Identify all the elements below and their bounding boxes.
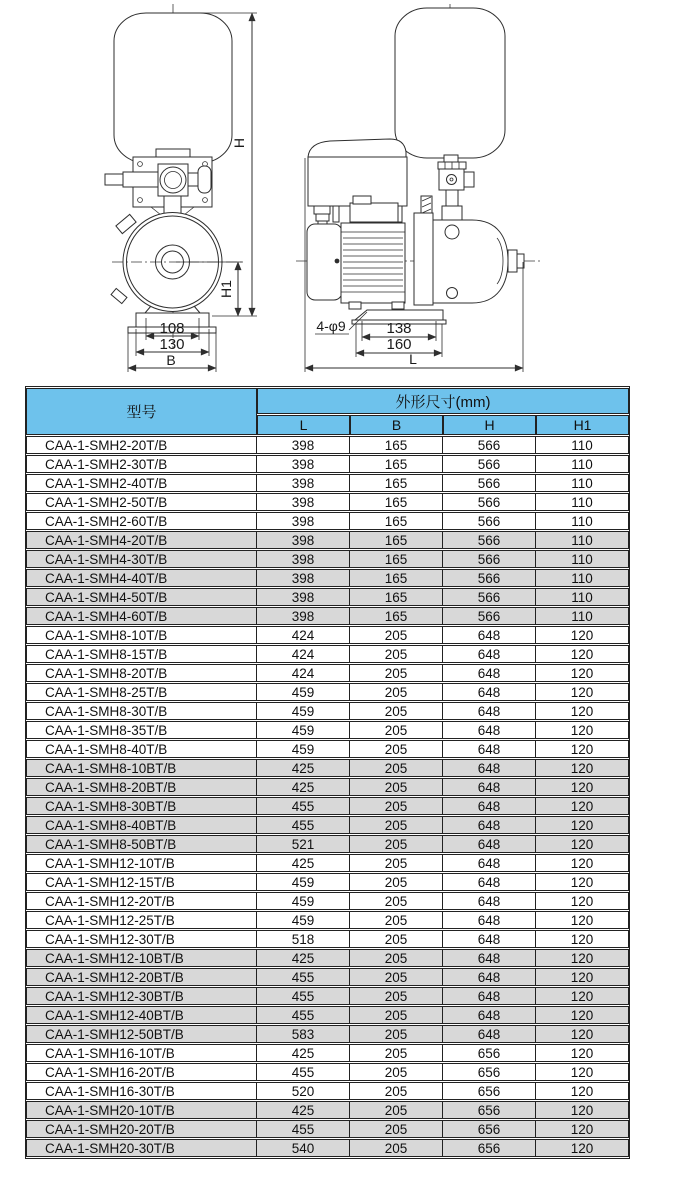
left-pipe-fitting <box>105 174 123 185</box>
dim-cell-H1: 110 <box>536 531 629 549</box>
dim-cell-B: 205 <box>350 968 443 986</box>
dim-cell-H1: 120 <box>536 892 629 910</box>
col-header-B: B <box>350 415 443 435</box>
dim-cell-H: 648 <box>443 1006 536 1024</box>
dim-cell-L: 459 <box>257 683 350 701</box>
model-cell: CAA-1-SMH12-10T/B <box>26 854 257 872</box>
dim-cell-B: 205 <box>350 911 443 929</box>
dim-cell-B: 165 <box>350 512 443 530</box>
model-cell: CAA-1-SMH12-20BT/B <box>26 968 257 986</box>
dim-cell-B: 205 <box>350 759 443 777</box>
dim-cell-H1: 120 <box>536 911 629 929</box>
col-header-L: L <box>257 415 350 435</box>
dim-cell-B: 205 <box>350 1082 443 1100</box>
table-header <box>26 388 629 435</box>
dim-cell-L: 583 <box>257 1025 350 1043</box>
dim-cell-B: 205 <box>350 854 443 872</box>
dim-cell-H: 656 <box>443 1139 536 1157</box>
dim-cell-H: 648 <box>443 873 536 891</box>
control-box-lid <box>308 139 406 157</box>
dim-cell-H1: 120 <box>536 626 629 644</box>
side-view <box>296 4 540 372</box>
dim-cell-H1: 120 <box>536 759 629 777</box>
model-cell: CAA-1-SMH8-10T/B <box>26 626 257 644</box>
dim-cell-H: 648 <box>443 721 536 739</box>
dim-cell-H: 656 <box>443 1044 536 1062</box>
table-row <box>26 569 629 587</box>
dim-cell-H: 566 <box>443 569 536 587</box>
table-row <box>26 1006 629 1024</box>
left-pipe <box>123 172 158 187</box>
table-row <box>26 892 629 910</box>
dim-cell-H1: 120 <box>536 778 629 796</box>
right-pipe <box>188 173 198 186</box>
dim-cell-L: 459 <box>257 740 350 758</box>
dim-cell-H: 648 <box>443 949 536 967</box>
model-cell: CAA-1-SMH2-40T/B <box>26 474 257 492</box>
model-cell: CAA-1-SMH20-20T/B <box>26 1120 257 1138</box>
dim-label-108: 108 <box>159 320 185 337</box>
model-cell: CAA-1-SMH4-20T/B <box>26 531 257 549</box>
dim-cell-L: 398 <box>257 436 350 454</box>
dim-cell-H: 648 <box>443 930 536 948</box>
dim-cell-B: 205 <box>350 683 443 701</box>
model-cell: CAA-1-SMH8-10BT/B <box>26 759 257 777</box>
dim-cell-L: 425 <box>257 1101 350 1119</box>
model-cell: CAA-1-SMH8-30T/B <box>26 702 257 720</box>
dim-cell-B: 205 <box>350 626 443 644</box>
model-cell: CAA-1-SMH8-40T/B <box>26 740 257 758</box>
dim-cell-B: 205 <box>350 1139 443 1157</box>
dim-cell-B: 205 <box>350 664 443 682</box>
dim-cell-H1: 120 <box>536 645 629 663</box>
dim-cell-L: 540 <box>257 1139 350 1157</box>
col-header-H1: H1 <box>536 415 629 435</box>
model-cell: CAA-1-SMH8-30BT/B <box>26 797 257 815</box>
dim-cell-H1: 110 <box>536 474 629 492</box>
dim-cell-H: 648 <box>443 892 536 910</box>
table-row <box>26 1082 629 1100</box>
model-cell: CAA-1-SMH8-50BT/B <box>26 835 257 853</box>
terminal-box <box>350 203 398 222</box>
dim-cell-L: 459 <box>257 911 350 929</box>
dim-cell-L: 398 <box>257 474 350 492</box>
table-row <box>26 816 629 834</box>
dim-cell-H: 566 <box>443 607 536 625</box>
dim-cell-B: 205 <box>350 1025 443 1043</box>
dim-cell-L: 425 <box>257 778 350 796</box>
dim-cell-H1: 120 <box>536 968 629 986</box>
dim-cell-L: 520 <box>257 1082 350 1100</box>
dim-cell-H: 648 <box>443 816 536 834</box>
dim-cell-L: 398 <box>257 531 350 549</box>
dim-cell-B: 205 <box>350 778 443 796</box>
dim-cell-H: 648 <box>443 911 536 929</box>
dim-cell-H1: 120 <box>536 816 629 834</box>
model-cell: CAA-1-SMH12-10BT/B <box>26 949 257 967</box>
dim-cell-B: 205 <box>350 949 443 967</box>
table-row <box>26 930 629 948</box>
dim-cell-H1: 120 <box>536 1006 629 1024</box>
table-row <box>26 949 629 967</box>
dim-cell-H1: 120 <box>536 664 629 682</box>
dim-cell-H1: 120 <box>536 1101 629 1119</box>
model-cell: CAA-1-SMH8-35T/B <box>26 721 257 739</box>
dim-cell-H1: 120 <box>536 721 629 739</box>
dim-cell-B: 205 <box>350 873 443 891</box>
dim-cell-H1: 120 <box>536 873 629 891</box>
model-cell: CAA-1-SMH8-15T/B <box>26 645 257 663</box>
dim-cell-H1: 120 <box>536 683 629 701</box>
dim-cell-H: 566 <box>443 436 536 454</box>
pump-port-bottom <box>447 288 458 299</box>
table-row <box>26 797 629 815</box>
table-row <box>26 1063 629 1081</box>
dim-cell-B: 205 <box>350 797 443 815</box>
pump-body-side <box>433 220 508 303</box>
dim-cell-L: 425 <box>257 1044 350 1062</box>
dim-cell-H1: 110 <box>536 455 629 473</box>
table-row <box>26 759 629 777</box>
dim-cell-L: 459 <box>257 873 350 891</box>
dim-cell-H: 648 <box>443 835 536 853</box>
dim-cell-B: 205 <box>350 1120 443 1138</box>
dim-cell-H1: 120 <box>536 1044 629 1062</box>
dim-cell-B: 205 <box>350 1044 443 1062</box>
table-row <box>26 683 629 701</box>
pump-inlet-fitting <box>442 206 462 220</box>
dim-cell-B: 205 <box>350 645 443 663</box>
tank-flange <box>156 149 190 157</box>
dim-cell-B: 165 <box>350 607 443 625</box>
dim-cell-B: 165 <box>350 474 443 492</box>
table-row <box>26 854 629 872</box>
dim-cell-L: 459 <box>257 721 350 739</box>
dim-cell-H: 648 <box>443 987 536 1005</box>
support-post <box>333 206 339 222</box>
dim-cell-H: 656 <box>443 1101 536 1119</box>
dim-cell-H1: 120 <box>536 740 629 758</box>
dim-cell-H1: 120 <box>536 854 629 872</box>
terminal-box-cap <box>353 196 371 204</box>
cable-gland <box>316 214 329 221</box>
dim-cell-H1: 110 <box>536 588 629 606</box>
dim-cell-H: 648 <box>443 683 536 701</box>
valve-screw-outer <box>447 175 457 185</box>
dim-label-130: 130 <box>159 336 185 353</box>
dim-cell-H1: 120 <box>536 1025 629 1043</box>
dim-cell-L: 521 <box>257 835 350 853</box>
dim-cell-H1: 120 <box>536 1082 629 1100</box>
dim-cell-B: 205 <box>350 892 443 910</box>
dim-cell-B: 165 <box>350 569 443 587</box>
table-row <box>26 645 629 663</box>
model-cell: CAA-1-SMH2-30T/B <box>26 455 257 473</box>
dim-cell-L: 455 <box>257 987 350 1005</box>
dim-cell-L: 398 <box>257 588 350 606</box>
model-cell: CAA-1-SMH20-30T/B <box>26 1139 257 1157</box>
model-cell: CAA-1-SMH8-20T/B <box>26 664 257 682</box>
dim-cell-H: 648 <box>443 759 536 777</box>
table-row <box>26 436 629 454</box>
dim-cell-H: 656 <box>443 1082 536 1100</box>
model-cell: CAA-1-SMH12-15T/B <box>26 873 257 891</box>
table-row <box>26 873 629 891</box>
dim-cell-B: 165 <box>350 436 443 454</box>
table-row <box>26 987 629 1005</box>
model-cell: CAA-1-SMH12-40BT/B <box>26 1006 257 1024</box>
valve-flange-outer <box>160 167 186 193</box>
table-row <box>26 626 629 644</box>
model-cell: CAA-1-SMH16-20T/B <box>26 1063 257 1081</box>
table-row <box>26 1101 629 1119</box>
model-cell: CAA-1-SMH8-40BT/B <box>26 816 257 834</box>
model-cell: CAA-1-SMH2-20T/B <box>26 436 257 454</box>
dim-cell-H1: 120 <box>536 1063 629 1081</box>
motor-dot <box>335 259 340 264</box>
dim-cell-L: 398 <box>257 512 350 530</box>
model-cell: CAA-1-SMH4-40T/B <box>26 569 257 587</box>
model-cell: CAA-1-SMH12-30BT/B <box>26 987 257 1005</box>
volute-nozzle <box>116 214 136 233</box>
dim-cell-H: 648 <box>443 702 536 720</box>
table-row <box>26 607 629 625</box>
dim-cell-H1: 110 <box>536 512 629 530</box>
dims-group-header: 外形尺寸(mm) <box>257 388 629 414</box>
dim-cell-L: 424 <box>257 626 350 644</box>
dim-cell-L: 455 <box>257 1063 350 1081</box>
model-column-header: 型号 <box>26 388 257 435</box>
dim-cell-B: 205 <box>350 930 443 948</box>
table-row <box>26 588 629 606</box>
tank-front-outline <box>114 13 232 163</box>
dim-cell-H: 648 <box>443 1025 536 1043</box>
dim-cell-L: 398 <box>257 569 350 587</box>
table-body <box>26 436 629 1157</box>
dim-cell-L: 424 <box>257 645 350 663</box>
dim-cell-B: 165 <box>350 531 443 549</box>
dim-cell-B: 205 <box>350 1101 443 1119</box>
dim-cell-H: 648 <box>443 968 536 986</box>
table-row <box>26 531 629 549</box>
dim-cell-H1: 120 <box>536 797 629 815</box>
dim-cell-B: 205 <box>350 835 443 853</box>
dim-cell-B: 205 <box>350 740 443 758</box>
table-row <box>26 1139 629 1157</box>
dim-cell-H: 566 <box>443 474 536 492</box>
table-row <box>26 512 629 530</box>
dim-label-160: 160 <box>386 336 412 353</box>
dim-cell-B: 205 <box>350 1063 443 1081</box>
dim-cell-L: 518 <box>257 930 350 948</box>
table-row <box>26 835 629 853</box>
holes-note-label: 4-φ9 <box>316 318 346 334</box>
dim-cell-B: 205 <box>350 987 443 1005</box>
table-row <box>26 968 629 986</box>
table-row <box>26 911 629 929</box>
table-row <box>26 1025 629 1043</box>
model-cell: CAA-1-SMH20-10T/B <box>26 1101 257 1119</box>
pump-port-top <box>445 225 459 239</box>
dim-cell-H: 566 <box>443 588 536 606</box>
tank-side-outline <box>395 8 505 158</box>
dim-cell-L: 425 <box>257 854 350 872</box>
dim-label-h1: H1 <box>218 280 234 298</box>
dim-cell-H: 566 <box>443 455 536 473</box>
model-cell: CAA-1-SMH4-30T/B <box>26 550 257 568</box>
tank-neck <box>444 155 458 162</box>
dim-label-l: L <box>409 351 417 367</box>
dim-cell-H: 656 <box>443 1063 536 1081</box>
dim-cell-L: 424 <box>257 664 350 682</box>
dim-cell-B: 165 <box>350 493 443 511</box>
table-row <box>26 1120 629 1138</box>
model-cell: CAA-1-SMH12-25T/B <box>26 911 257 929</box>
dim-cell-H: 648 <box>443 740 536 758</box>
dim-cell-H1: 110 <box>536 493 629 511</box>
dim-cell-L: 398 <box>257 493 350 511</box>
dim-cell-L: 455 <box>257 797 350 815</box>
model-cell: CAA-1-SMH12-50BT/B <box>26 1025 257 1043</box>
dim-cell-H1: 120 <box>536 1120 629 1138</box>
table-row <box>26 664 629 682</box>
motor-body <box>341 223 405 303</box>
model-cell: CAA-1-SMH16-30T/B <box>26 1082 257 1100</box>
dim-cell-H1: 120 <box>536 835 629 853</box>
valve-side-bump <box>464 172 474 187</box>
model-cell: CAA-1-SMH4-50T/B <box>26 588 257 606</box>
dim-cell-B: 205 <box>350 816 443 834</box>
dim-cell-H1: 120 <box>536 987 629 1005</box>
dim-cell-H1: 120 <box>536 949 629 967</box>
dim-cell-L: 425 <box>257 949 350 967</box>
dim-cell-H: 648 <box>443 778 536 796</box>
dim-cell-H1: 110 <box>536 550 629 568</box>
table-row <box>26 778 629 796</box>
dim-cell-B: 205 <box>350 721 443 739</box>
dim-cell-L: 459 <box>257 892 350 910</box>
cable-gland <box>314 206 330 214</box>
dim-cell-H1: 120 <box>536 930 629 948</box>
dim-label-h: H <box>231 137 247 149</box>
dim-cell-B: 205 <box>350 702 443 720</box>
dim-cell-L: 398 <box>257 550 350 568</box>
dim-cell-L: 455 <box>257 968 350 986</box>
dim-cell-L: 398 <box>257 455 350 473</box>
dim-cell-H1: 120 <box>536 1139 629 1157</box>
table-row <box>26 493 629 511</box>
model-cell: CAA-1-SMH16-10T/B <box>26 1044 257 1062</box>
dim-cell-H: 566 <box>443 531 536 549</box>
dim-cell-B: 165 <box>350 455 443 473</box>
dim-cell-L: 455 <box>257 1006 350 1024</box>
model-cell: CAA-1-SMH8-25T/B <box>26 683 257 701</box>
model-cell: CAA-1-SMH8-20BT/B <box>26 778 257 796</box>
dim-cell-H: 648 <box>443 626 536 644</box>
table-row <box>26 455 629 473</box>
dim-cell-H1: 110 <box>536 569 629 587</box>
table-row <box>26 702 629 720</box>
model-cell: CAA-1-SMH2-60T/B <box>26 512 257 530</box>
dimension-drawing <box>0 0 676 384</box>
dim-cell-L: 425 <box>257 759 350 777</box>
dim-cell-H: 648 <box>443 797 536 815</box>
front-view <box>105 4 257 372</box>
dim-label-138: 138 <box>386 320 412 337</box>
outlet-stub <box>508 250 517 272</box>
table-row <box>26 1044 629 1062</box>
model-cell: CAA-1-SMH12-30T/B <box>26 930 257 948</box>
dim-cell-H: 566 <box>443 512 536 530</box>
dim-cell-H1: 110 <box>536 607 629 625</box>
volute-nub <box>111 288 127 303</box>
right-knob <box>198 166 211 193</box>
dim-cell-L: 459 <box>257 702 350 720</box>
dim-cell-L: 398 <box>257 607 350 625</box>
table-row <box>26 740 629 758</box>
dim-label-b: B <box>166 352 176 368</box>
motor-foot <box>392 302 404 309</box>
dim-cell-H: 656 <box>443 1120 536 1138</box>
model-cell: CAA-1-SMH2-50T/B <box>26 493 257 511</box>
dim-cell-H: 566 <box>443 493 536 511</box>
coupling-plate <box>414 213 433 305</box>
col-header-H: H <box>443 415 536 435</box>
base-plate-side <box>355 310 443 320</box>
dim-cell-H: 648 <box>443 664 536 682</box>
dim-cell-H: 648 <box>443 645 536 663</box>
dim-cell-L: 455 <box>257 1120 350 1138</box>
dim-cell-H1: 120 <box>536 702 629 720</box>
dim-cell-B: 165 <box>350 588 443 606</box>
dim-cell-L: 455 <box>257 816 350 834</box>
dim-cell-H1: 110 <box>536 436 629 454</box>
dim-cell-H: 648 <box>443 854 536 872</box>
table-row <box>26 550 629 568</box>
dim-cell-H: 566 <box>443 550 536 568</box>
valve-down-pipe <box>446 190 458 206</box>
model-cell: CAA-1-SMH12-20T/B <box>26 892 257 910</box>
dim-cell-B: 165 <box>350 550 443 568</box>
dimensions-table <box>25 386 630 1159</box>
table-row <box>26 474 629 492</box>
table-row <box>26 721 629 739</box>
model-cell: CAA-1-SMH4-60T/B <box>26 607 257 625</box>
dim-cell-B: 205 <box>350 1006 443 1024</box>
motor-foot <box>349 302 361 309</box>
